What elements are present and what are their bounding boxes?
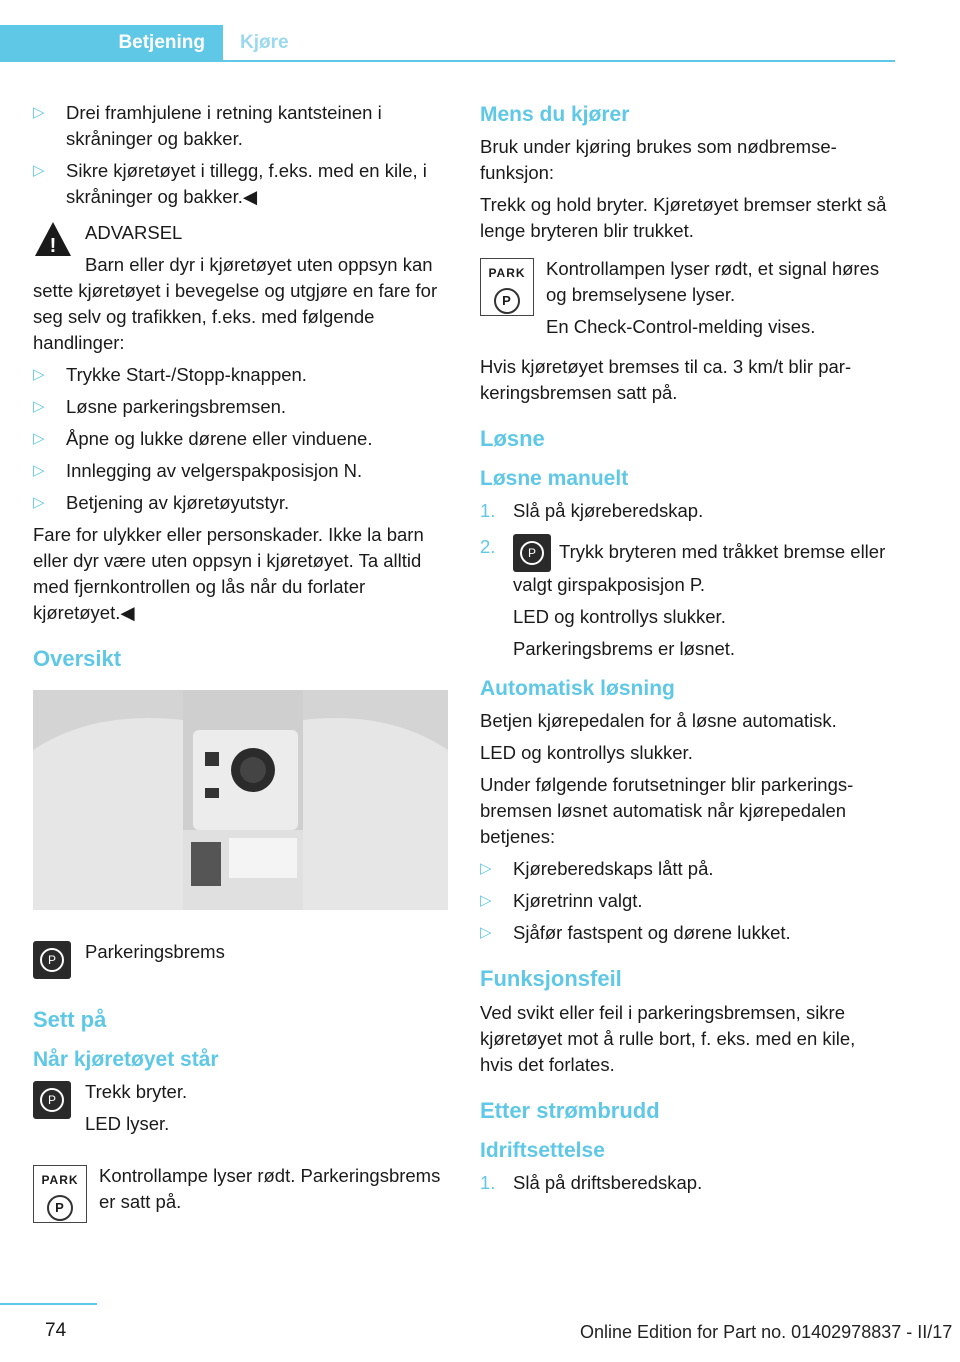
tab-kjore[interactable]: Kjøre (240, 32, 289, 53)
bullet-icon: ▷ (33, 398, 45, 415)
list-item: 2. P Trykk bryteren med tråkket bremse eller valgt girspakposisjon P. LED og kontrollys slukker. Parkeringsbrems er løsnet. (480, 536, 886, 659)
console-photo (33, 690, 448, 910)
parkbrems-label: Parkeringsbrems (85, 941, 225, 962)
footer-divider (0, 1303, 97, 1305)
bullet-icon: ▷ (33, 162, 45, 179)
list-item: ▷ Kjøretrinn valgt. (480, 888, 890, 914)
tab-betjening[interactable]: Betjening (0, 25, 223, 61)
list-item: ▷ Betjening av kjøretøyutstyr. (33, 490, 451, 516)
bullet-icon: ▷ (480, 892, 492, 909)
heading-losne-manuelt: Løsne manuelt (480, 467, 629, 490)
parkbrems-legend (33, 939, 451, 965)
bullet-icon: ▷ (33, 104, 45, 121)
heading-oversikt: Oversikt (33, 646, 122, 671)
svg-text:!: ! (49, 235, 57, 257)
warning-conclusion: Fare for ulykker eller personskader. Ikke la barn eller dyr være uten oppsyn i kjøretøyet. Ta alltid med fjernkontrollen og lås når du forlater kjøretøyet.◀ (33, 524, 424, 623)
parking-brake-button-icon: P (33, 1081, 71, 1119)
list-item: 1. Slå på kjøreberedskap. (480, 500, 704, 521)
heading-mens-du-kjorer: Mens du kjører (480, 103, 630, 126)
heading-losne: Løsne (480, 426, 545, 451)
bullet-icon: ▷ (33, 366, 45, 383)
header-divider (0, 60, 895, 62)
trekk-bryter-row: P Trekk bryter. LED lyser. (33, 1079, 451, 1137)
heading-automatisk: Automatisk løsning (480, 677, 675, 700)
park-indicator-row: PARK P Kontrollampen lyser rødt, et signal høres og bremselysene lyser. En Check-Control-melding vises. (480, 256, 890, 340)
right-column: Mens du kjører Bruk under kjøring brukes som nødbremsefunksjon: Trekk og hold bryter. Kjøretøyet bremser sterkt så lenge bryteren blir trukket. PARK P Kontrollampen lyser rødt, et signal høres og bremselysene lyser. En Check-Control-melding vises. Hvis kjøretøyet bremses til ca. 3 km/t blir parkeringsbremsen satt på. Løsne Løsne manuelt 1. Slå på kjøreberedskap. 2. P Trykk bryteren med tråkket bremse eller valgt girspakposisjon P. LED og kontrollys slukker. Parkeringsbrems er løsnet. Automatisk løsning Betjen kjørepedalen for å løsne automatisk. LED og kontrollys slukker. Under følgende forutsetninger blir parkeringsbremsen løsnet automatisk når kjørepedalen betjenes: ▷ Kjøreberedskaps lått på. ▷ Kjøretrinn valgt. ▷ Sjåfør fastspent og dørene lukket. Funksjonsfeil Ved svikt eller feil i parkeringsbremsen, sikre kjøretøyet mot å rulle bort, f. eks. med en kile, hvis det forlates. Etter strømbrudd Idriftsettelse 1. Slå på driftsberedskap. (480, 100, 890, 1202)
page-number: 74 (45, 1320, 67, 1341)
list-item: ▷ Innlegging av velgerspakposisjon N. (33, 458, 451, 484)
list-item: ▷ Åpne og lukke dørene eller vinduene. (33, 426, 451, 452)
list-item: ▷ Sikre kjøretøyet i tillegg, f.eks. med en kile, i skråninger og bakker.◀ (33, 160, 427, 207)
bullet-icon: ▷ (33, 462, 45, 479)
parking-brake-button-icon: P (33, 941, 71, 979)
heading-nar-star: Når kjøretøyet står (33, 1048, 219, 1071)
warning-title: ADVARSEL (85, 222, 183, 243)
list-item: ▷ Drei framhjulene i retning kantsteinen i skråninger og bakker. (33, 102, 382, 149)
list-item: ▷ Løsne parkeringsbremsen. (33, 394, 451, 420)
warning-icon (33, 220, 73, 265)
left-column (33, 100, 451, 1221)
heading-sett-pa: Sett på (33, 1007, 107, 1032)
bullet-icon: ▷ (480, 860, 492, 877)
kontrollampe-row: PARK P Kontrollampe lyser rødt. Parkeringsbrems er satt på. (33, 1163, 451, 1215)
edition-text: Online Edition for Part no. 01402978837 - II/17 (580, 1322, 953, 1342)
list-item: 1. Slå på driftsberedskap. (480, 1172, 703, 1193)
park-indicator-icon: PARK P (33, 1165, 87, 1223)
list-item: ▷ Sjåfør fastspent og dørene lukket. (480, 920, 890, 946)
header-tabs (0, 0, 895, 62)
list-item: ▷ Kjøreberedskaps lått på. (480, 856, 890, 882)
bullet-icon: ▷ (33, 494, 45, 511)
heading-funksjonsfeil: Funksjonsfeil (480, 966, 622, 991)
warning-block (33, 220, 451, 257)
heading-etter-strombrudd: Etter strømbrudd (480, 1098, 660, 1123)
parking-brake-button-icon: P (513, 534, 551, 572)
warning-text: Barn eller dyr i kjøretøyet uten oppsyn kan sette kjøretøyet i bevegelse og utgjøre en fare for seg selv og trafikken, f.eks. med følgende handlinger: (33, 254, 438, 353)
bullet-icon: ▷ (33, 430, 45, 447)
bullet-icon: ▷ (480, 924, 492, 941)
heading-idriftsettelse: Idriftsettelse (480, 1139, 605, 1162)
park-indicator-icon: PARK P (480, 258, 534, 316)
list-item: ▷ Trykke Start-/Stopp-knappen. (33, 362, 451, 388)
